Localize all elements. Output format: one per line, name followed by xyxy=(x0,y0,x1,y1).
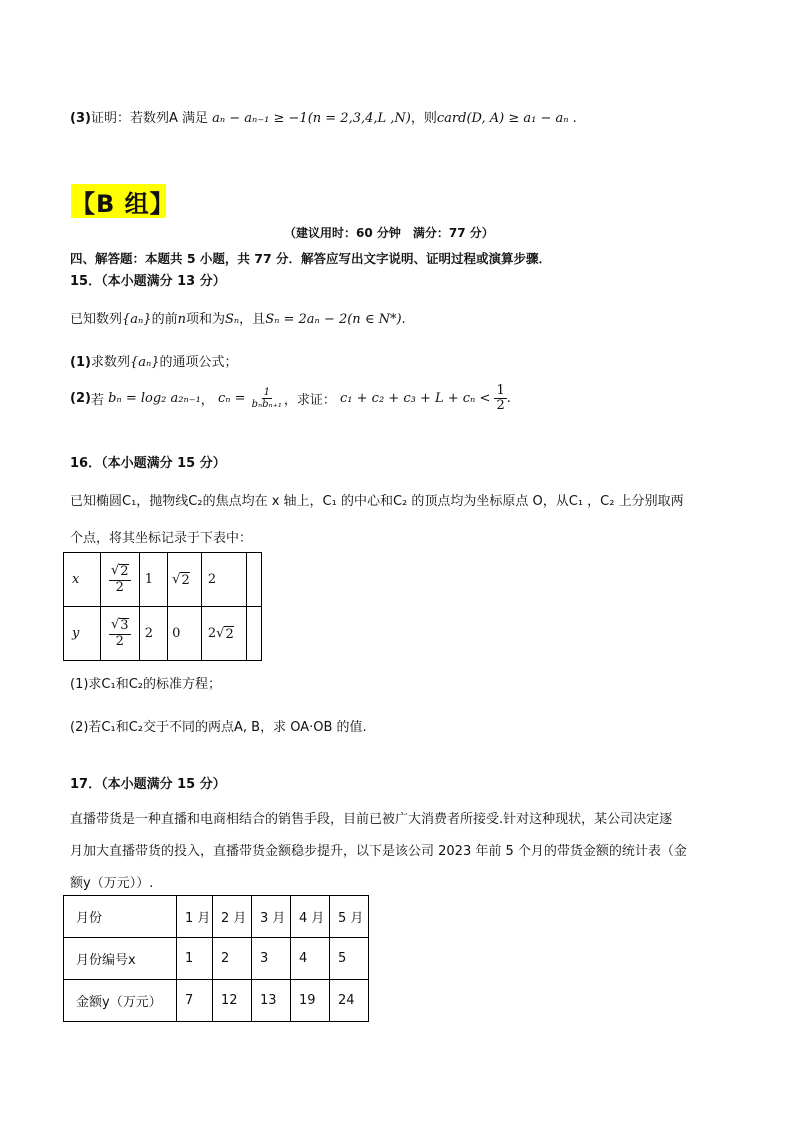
q17-r2c1: 7 xyxy=(177,980,213,1022)
q17-h0: 月份 xyxy=(64,896,177,938)
q15-p2-frac-num: 1 xyxy=(263,387,270,399)
q16-row-x xyxy=(64,553,262,607)
q15-p2-sum: c₁ + c₂ + c₃ + L + cₙ < xyxy=(340,391,491,407)
q17-h5: 5 月 xyxy=(330,896,369,938)
q15-p2-frac-den: bₙbₙ₊₁ xyxy=(251,399,282,411)
q16-x-c1-num: 2 xyxy=(120,564,129,580)
q17-r2c0: 金额y（万元） xyxy=(64,980,177,1022)
q17-r1c0: 月份编号x xyxy=(64,938,177,980)
q15-header: 15．（本小题满分 13 分） xyxy=(70,274,226,289)
q15-stem-c: 项和为 xyxy=(185,312,225,327)
group-title: 【B 组】 xyxy=(71,189,175,218)
q16-y-c5 xyxy=(246,607,261,661)
q15-p1-b: 的通项公式； xyxy=(159,355,238,370)
q17-line1: 直播带货是一种直播和电商相结合的销售手段，目前已被广大消费者所接受.针对这种现状，某公司决定逐 xyxy=(70,812,673,827)
q14-part3-mid: ，则 xyxy=(410,111,437,126)
q17-h1: 1 月 xyxy=(177,896,213,938)
section-heading: 四、解答题：本题共 5 小题，共 77 分．解答应写出文字说明、证明过程或演算步骤． xyxy=(70,251,552,266)
q15-stem-end: . xyxy=(401,312,406,327)
q16-y-c1-num: 3 xyxy=(120,618,129,634)
group-b-badge xyxy=(71,184,175,218)
q17-r2c3: 13 xyxy=(252,980,291,1022)
q17-r1c4: 4 xyxy=(291,938,330,980)
q14-part3-line xyxy=(70,107,577,126)
q16-y-c4: 2√ 2 xyxy=(201,607,246,661)
q15-stem-a: 已知数列 xyxy=(70,312,123,327)
q17-r2c5: 24 xyxy=(330,980,369,1022)
q16-y-c1: √ 3 2 xyxy=(100,607,139,661)
q15-p2-bn: bₙ = log₂ a₂ₙ₋₁ xyxy=(108,391,201,407)
q16-y-c2: 2 xyxy=(139,607,167,661)
q16-y-c1-den: 2 xyxy=(115,633,124,649)
q16-x-c2: 1 xyxy=(139,553,167,607)
q15-p2-a: 若 xyxy=(90,393,104,409)
q15-p2-rhs-num: 1 xyxy=(496,383,505,398)
q15-p1-a: 求数列 xyxy=(90,355,130,370)
q15-p2-b: ，求证： xyxy=(283,393,336,409)
q17-sales-table xyxy=(63,895,369,1022)
q14-part3-label: (3) xyxy=(70,111,91,126)
q17-header: 17．（本小题满分 15 分） xyxy=(70,777,226,792)
q15-p2-rhs-den: 2 xyxy=(496,398,505,414)
q15-p2-label: (2) xyxy=(70,391,91,407)
q15-p2-fraction xyxy=(250,387,284,410)
q16-x-c3: √ 2 xyxy=(168,553,202,607)
q17-header-row xyxy=(64,896,369,938)
q16-row-y-label: y xyxy=(64,607,101,661)
q17-row2 xyxy=(64,980,369,1022)
q16-x-c1: √ 2 2 xyxy=(100,553,139,607)
q16-line2: 个点，将其坐标记录于下表中： xyxy=(70,531,253,546)
q17-r1c5: 5 xyxy=(330,938,369,980)
q16-row-x-label: x xyxy=(64,553,101,607)
q17-line3: 额y（万元））. xyxy=(70,876,154,891)
q15-stem-d: ，且 xyxy=(239,312,266,327)
q15-p2-sep: ， xyxy=(200,393,214,409)
q15-part1 xyxy=(70,351,238,370)
q16-x-c4: 2 xyxy=(201,553,246,607)
q17-r1c1: 1 xyxy=(177,938,213,980)
q15-stem-b: 的前 xyxy=(151,312,178,327)
q16-part1: (1)求C₁和C₂的标准方程； xyxy=(70,677,221,692)
q15-p1-label: (1) xyxy=(70,355,91,370)
q17-h3: 3 月 xyxy=(252,896,291,938)
q15-formula: Sₙ = 2aₙ − 2(n ∈ N*) xyxy=(265,312,402,327)
q17-h2: 2 月 xyxy=(213,896,252,938)
q16-line1: 已知椭圆C₁，抛物线C₂的焦点均在 x 轴上，C₁ 的中心和C₂ 的顶点均为坐标原点 O，从C₁ ，C₂ 上分别取两 xyxy=(70,494,684,509)
q17-r2c2: 12 xyxy=(213,980,252,1022)
q17-r2c4: 19 xyxy=(291,980,330,1022)
q15-seq: {aₙ} xyxy=(122,312,152,327)
q15-p1-seq: {aₙ} xyxy=(129,355,160,370)
q16-y-c3: 0 xyxy=(168,607,202,661)
q14-part3-math2: card(D, A) ≥ a₁ − aₙ xyxy=(436,111,569,126)
q15-p2-end: . xyxy=(506,391,511,407)
q17-line2: 月加大直播带货的投入，直播带货金额稳步提升，以下是该公司 2023 年前 5 个月的带货金额的统计表（金 xyxy=(70,844,687,859)
q16-part2: (2)若C₁和C₂交于不同的两点A, B，求 OA·OB 的值. xyxy=(70,720,367,735)
q14-part3-text: 证明：若数列A 满足 xyxy=(90,111,208,126)
q17-h4: 4 月 xyxy=(291,896,330,938)
q16-x-c3-rad: 2 xyxy=(181,572,190,588)
q17-r1c3: 3 xyxy=(252,938,291,980)
q17-r1c2: 2 xyxy=(213,938,252,980)
q15-p2-cn: cₙ = xyxy=(217,391,246,407)
q15-stem xyxy=(70,308,406,327)
q16-coordinate-table xyxy=(63,552,262,661)
q16-header: 16．（本小题满分 15 分） xyxy=(70,456,226,471)
q15-n: n xyxy=(177,312,186,327)
time-note: （建议用时：60 分钟 满分：77 分） xyxy=(284,226,494,240)
q17-row1 xyxy=(64,938,369,980)
q14-part3-end: . xyxy=(572,111,577,126)
q16-y-c4-rad: 2 xyxy=(225,626,234,642)
q16-row-y xyxy=(64,607,262,661)
q15-part2 xyxy=(70,384,511,414)
q15-p2-rhs-fraction xyxy=(494,384,506,414)
q16-x-c5 xyxy=(246,553,261,607)
q15-sn: Sₙ xyxy=(224,312,240,327)
q14-part3-math: aₙ − aₙ₋₁ ≥ −1(n = 2,3,4,L ,N) xyxy=(212,111,411,126)
q16-y-c4-coef: 2 xyxy=(207,625,217,641)
q16-x-c1-den: 2 xyxy=(115,579,124,595)
